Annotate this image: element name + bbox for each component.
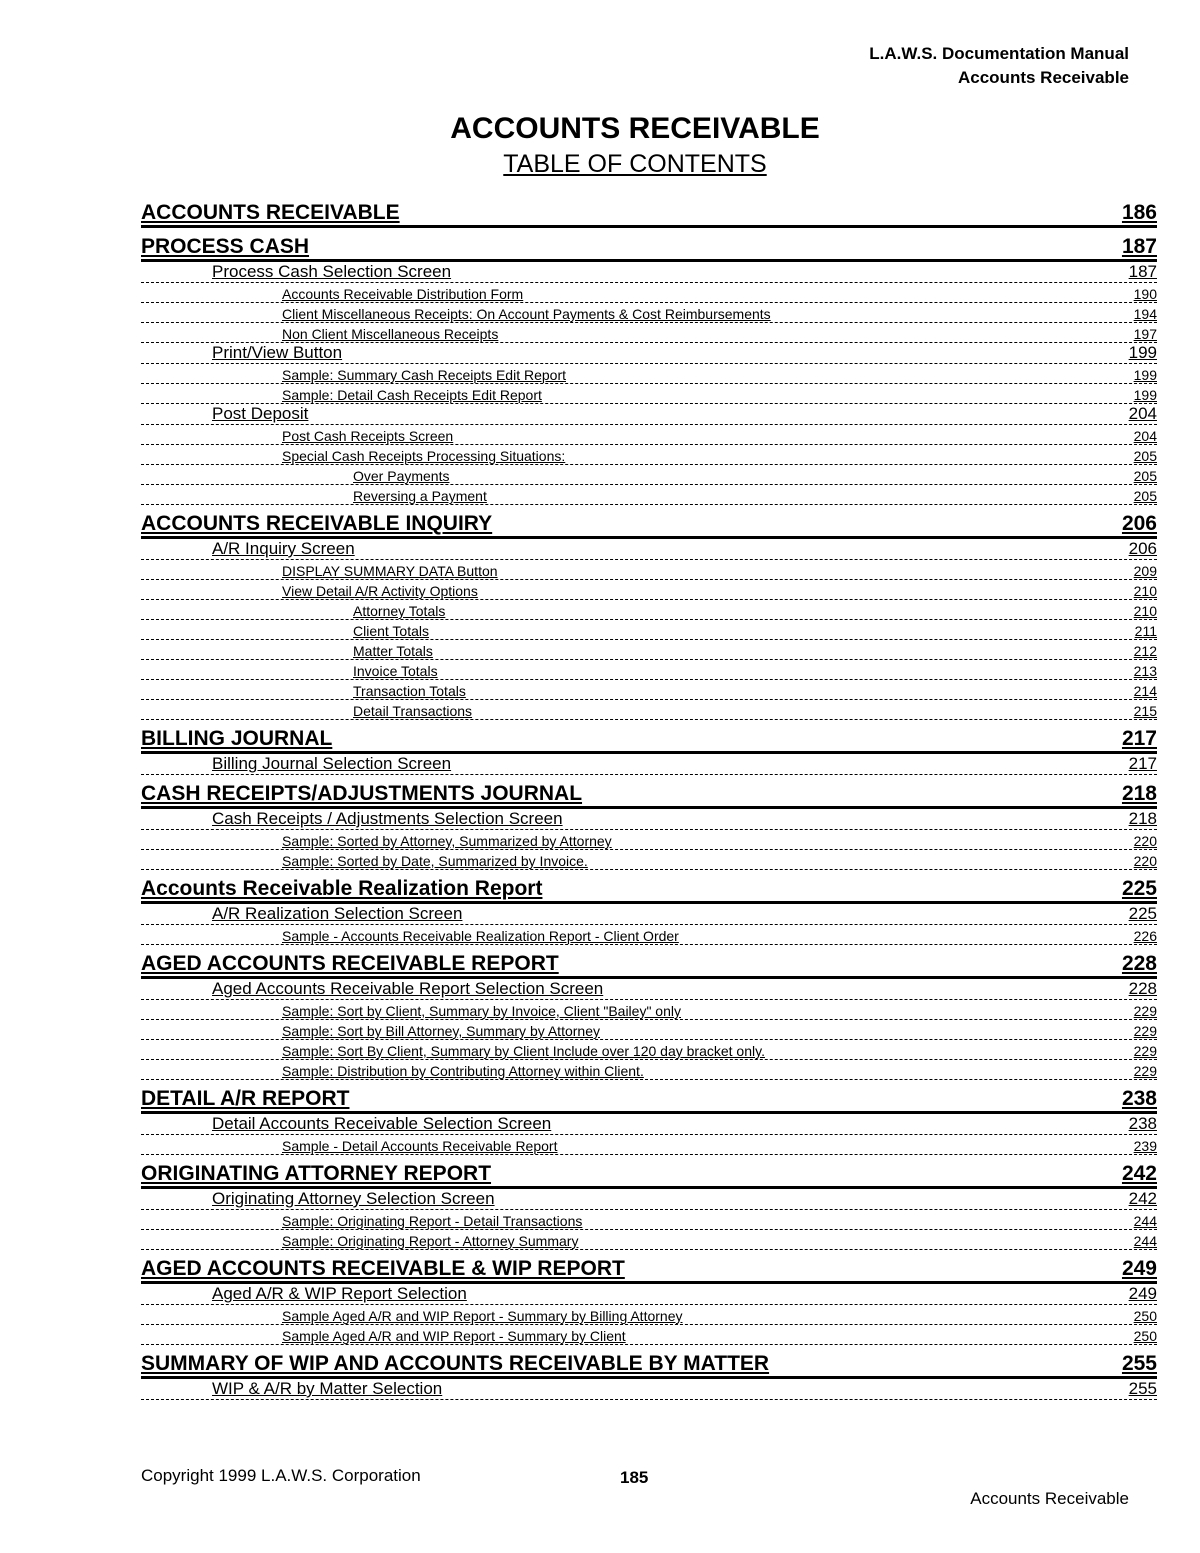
- toc-entry-title: Sample - Accounts Receivable Realization Report - Client Order: [282, 928, 679, 944]
- toc-entry-page: 249: [1121, 1257, 1157, 1280]
- toc-entry-page: 239: [1133, 1138, 1157, 1154]
- toc-entry-page: 187: [1121, 235, 1157, 258]
- toc-entry-title: Sample: Sort by Client, Summary by Invoice, Client "Bailey" only: [282, 1003, 681, 1019]
- toc-entry-title: Aged A/R & WIP Report Selection: [212, 1284, 467, 1303]
- toc-entry[interactable]: [141, 263, 1157, 283]
- toc-entry-title: Matter Totals: [353, 643, 433, 659]
- toc-entry-title: Special Cash Receipts Processing Situations:: [282, 448, 566, 464]
- toc-entry-page: 190: [1133, 286, 1157, 302]
- toc-entry[interactable]: [141, 661, 1157, 680]
- toc-entry[interactable]: [141, 621, 1157, 640]
- toc-entry-title: Cash Receipts / Adjustments Selection Screen: [212, 809, 563, 828]
- toc-entry-page: 255: [1128, 1379, 1157, 1398]
- toc-entry[interactable]: [141, 1211, 1157, 1230]
- toc-entry-page: 238: [1128, 1114, 1157, 1133]
- toc-entry-page: 244: [1133, 1233, 1157, 1249]
- toc-entry-title: Sample: Originating Report - Attorney Summary: [282, 1233, 579, 1249]
- toc-entry[interactable]: [141, 561, 1157, 580]
- toc-entry-page: 199: [1128, 343, 1157, 362]
- toc-entry-title: Post Cash Receipts Screen: [282, 428, 454, 444]
- header-section-title: Accounts Receivable: [957, 68, 1129, 87]
- toc-entry[interactable]: [141, 1115, 1157, 1135]
- toc-entry[interactable]: [141, 385, 1157, 404]
- toc-entry-title: A/R Inquiry Screen: [212, 539, 355, 558]
- toc-entry[interactable]: [141, 1306, 1157, 1325]
- toc-entry-page: 205: [1133, 448, 1157, 464]
- toc-entry-title: Accounts Receivable Realization Report: [141, 877, 543, 900]
- toc-entry-title: A/R Realization Selection Screen: [212, 904, 463, 923]
- toc-entry-page: 211: [1134, 623, 1157, 639]
- toc-entry[interactable]: [141, 324, 1157, 343]
- toc-entry-title: ACCOUNTS RECEIVABLE INQUIRY: [141, 512, 493, 535]
- footer-page-number: 185: [620, 1468, 649, 1487]
- toc-entry[interactable]: [141, 810, 1157, 830]
- toc-entry-page: 204: [1128, 404, 1157, 423]
- toc-entry[interactable]: [141, 1021, 1157, 1040]
- toc-entry[interactable]: [141, 405, 1157, 425]
- toc-entry[interactable]: [141, 926, 1157, 945]
- toc-entry[interactable]: [141, 540, 1157, 560]
- toc-entry-title: Sample: Summary Cash Receipts Edit Report: [282, 367, 566, 383]
- header-manual-title: L.A.W.S. Documentation Manual: [869, 44, 1129, 63]
- toc-entry-page: 250: [1133, 1308, 1157, 1324]
- toc-entry-page: 197: [1133, 326, 1157, 342]
- toc-entry-title: Sample Aged A/R and WIP Report - Summary by Billing Attorney: [282, 1308, 683, 1324]
- toc-entry-title: Sample: Sorted by Date, Summarized by Invoice.: [282, 853, 588, 869]
- toc-entry-title: DISPLAY SUMMARY DATA Button: [282, 563, 498, 579]
- toc-entry-page: 238: [1121, 1087, 1157, 1110]
- toc-entry[interactable]: [141, 701, 1157, 720]
- toc-entry-title: Reversing a Payment: [353, 488, 487, 504]
- toc-entry-title: Detail Transactions: [353, 703, 473, 719]
- toc-entry-title: Process Cash Selection Screen: [212, 262, 452, 281]
- toc-entry-title: Attorney Totals: [353, 603, 446, 619]
- toc-entry-title: Aged Accounts Receivable Report Selection Screen: [212, 979, 604, 998]
- toc-section-entry[interactable]: [141, 1087, 1157, 1114]
- toc-section-entry[interactable]: [141, 1352, 1157, 1379]
- toc-entry-title: Invoice Totals: [353, 663, 438, 679]
- toc-entry-page: 229: [1133, 1003, 1157, 1019]
- toc-entry[interactable]: [141, 426, 1157, 445]
- toc-entry-page: 228: [1121, 952, 1157, 975]
- toc-entry[interactable]: [141, 905, 1157, 925]
- toc-entry-title: Originating Attorney Selection Screen: [212, 1189, 495, 1208]
- toc-entry-title: Sample: Originating Report - Detail Transactions: [282, 1213, 583, 1229]
- toc-entry-title: Detail Accounts Receivable Selection Screen: [212, 1114, 552, 1133]
- toc-entry-title: Sample: Sort by Bill Attorney, Summary by Attorney: [282, 1023, 600, 1039]
- toc-entry[interactable]: [141, 980, 1157, 1000]
- toc-entry-title: Transaction Totals: [353, 683, 466, 699]
- toc-entry[interactable]: [141, 1190, 1157, 1210]
- toc-entry-page: 210: [1133, 603, 1157, 619]
- toc-entry-page: 225: [1121, 877, 1157, 900]
- toc-entry-title: Client Totals: [353, 623, 430, 639]
- toc-entry-page: 249: [1128, 1284, 1157, 1303]
- toc-entry-page: 220: [1133, 853, 1157, 869]
- toc-entry-title: SUMMARY OF WIP AND ACCOUNTS RECEIVABLE BY MATTER: [141, 1352, 770, 1375]
- toc-entry[interactable]: [141, 304, 1157, 323]
- toc-entry-page: 212: [1133, 643, 1157, 659]
- toc-entry-title: Post Deposit: [212, 404, 309, 423]
- toc-entry[interactable]: [141, 641, 1157, 660]
- toc-entry-page: 206: [1121, 512, 1157, 535]
- toc-entry-page: 213: [1133, 663, 1157, 679]
- toc-entry-title: Sample: Distribution by Contributing Attorney within Client.: [282, 1063, 644, 1079]
- toc-entry-page: 220: [1133, 833, 1157, 849]
- table-of-contents: [141, 194, 1157, 1400]
- toc-entry-page: 242: [1128, 1189, 1157, 1208]
- toc-entry-page: 218: [1128, 809, 1157, 828]
- toc-entry-page: 215: [1133, 703, 1157, 719]
- toc-entry-title: AGED ACCOUNTS RECEIVABLE REPORT: [141, 952, 559, 975]
- toc-entry[interactable]: [141, 851, 1157, 870]
- toc-section-entry[interactable]: [141, 1257, 1157, 1284]
- toc-entry-page: 204: [1133, 428, 1157, 444]
- toc-entry-page: 217: [1128, 754, 1157, 773]
- toc-entry[interactable]: [141, 365, 1157, 384]
- toc-entry[interactable]: [141, 284, 1157, 303]
- toc-entry-page: 255: [1121, 1352, 1157, 1375]
- toc-entry-page: 229: [1133, 1043, 1157, 1059]
- toc-entry[interactable]: [141, 466, 1157, 485]
- toc-entry-title: Print/View Button: [212, 343, 343, 362]
- toc-entry[interactable]: [141, 1380, 1157, 1400]
- toc-entry[interactable]: [141, 1001, 1157, 1020]
- page-subtitle: TABLE OF CONTENTS: [503, 150, 767, 178]
- toc-entry[interactable]: [141, 1326, 1157, 1345]
- toc-entry[interactable]: [141, 601, 1157, 620]
- toc-entry-title: BILLING JOURNAL: [141, 727, 333, 750]
- page-title: ACCOUNTS RECEIVABLE: [450, 112, 820, 145]
- toc-entry-page: 242: [1121, 1162, 1157, 1185]
- toc-entry-page: 186: [1121, 201, 1157, 224]
- toc-section-entry[interactable]: [141, 877, 1157, 904]
- toc-entry-page: 217: [1121, 727, 1157, 750]
- toc-entry[interactable]: [141, 1041, 1157, 1060]
- toc-entry-page: 228: [1128, 979, 1157, 998]
- toc-entry-title: Non Client Miscellaneous Receipts: [282, 326, 499, 342]
- toc-entry-page: 229: [1133, 1063, 1157, 1079]
- toc-entry-page: 225: [1128, 904, 1157, 923]
- toc-section-entry[interactable]: [141, 952, 1157, 979]
- toc-entry-page: 229: [1133, 1023, 1157, 1039]
- toc-entry[interactable]: [141, 1061, 1157, 1080]
- toc-entry-page: 199: [1133, 367, 1157, 383]
- toc-entry[interactable]: [141, 581, 1157, 600]
- toc-entry-title: Client Miscellaneous Receipts: On Account Payments & Cost Reimbursements: [282, 306, 771, 322]
- toc-entry-page: 199: [1133, 387, 1157, 403]
- toc-entry-page: 214: [1133, 683, 1157, 699]
- toc-entry[interactable]: [141, 681, 1157, 700]
- toc-section-entry[interactable]: [141, 782, 1157, 809]
- toc-entry-page: 218: [1121, 782, 1157, 805]
- toc-entry-title: PROCESS CASH: [141, 235, 310, 258]
- toc-entry-page: 194: [1133, 306, 1157, 322]
- toc-section-entry[interactable]: [141, 235, 1157, 262]
- toc-entry-title: ACCOUNTS RECEIVABLE: [141, 201, 400, 224]
- toc-entry[interactable]: [141, 486, 1157, 505]
- toc-entry-title: DETAIL A/R REPORT: [141, 1087, 350, 1110]
- toc-section-entry[interactable]: [141, 1162, 1157, 1189]
- toc-entry-title: Sample: Detail Cash Receipts Edit Report: [282, 387, 542, 403]
- toc-entry-title: View Detail A/R Activity Options: [282, 583, 478, 599]
- toc-entry-page: 205: [1133, 468, 1157, 484]
- toc-entry-page: 209: [1133, 563, 1157, 579]
- toc-entry-page: 250: [1133, 1328, 1157, 1344]
- toc-section-entry[interactable]: [141, 201, 1157, 228]
- toc-entry[interactable]: [141, 1285, 1157, 1305]
- toc-entry[interactable]: [141, 755, 1157, 775]
- toc-entry-page: 205: [1133, 488, 1157, 504]
- toc-entry-page: 187: [1128, 262, 1157, 281]
- toc-entry-title: Sample - Detail Accounts Receivable Report: [282, 1138, 558, 1154]
- toc-entry-title: Sample: Sort By Client, Summary by Client Include over 120 day bracket only.: [282, 1043, 765, 1059]
- toc-entry-title: Sample Aged A/R and WIP Report - Summary by Client: [282, 1328, 626, 1344]
- toc-entry-page: 244: [1133, 1213, 1157, 1229]
- footer-section: Accounts Receivable: [970, 1489, 1129, 1508]
- toc-entry-title: Billing Journal Selection Screen: [212, 754, 452, 773]
- toc-entry[interactable]: [141, 1136, 1157, 1155]
- toc-entry-title: Sample: Sorted by Attorney, Summarized by Attorney: [282, 833, 612, 849]
- toc-entry-title: Accounts Receivable Distribution Form: [282, 286, 524, 302]
- toc-entry-page: 206: [1128, 539, 1157, 558]
- toc-entry-title: AGED ACCOUNTS RECEIVABLE & WIP REPORT: [141, 1257, 625, 1280]
- toc-entry[interactable]: [141, 831, 1157, 850]
- toc-entry-page: 226: [1133, 928, 1157, 944]
- toc-entry-title: WIP & A/R by Matter Selection: [212, 1379, 443, 1398]
- toc-entry-title: Over Payments: [353, 468, 450, 484]
- toc-entry[interactable]: [141, 344, 1157, 364]
- toc-entry[interactable]: [141, 446, 1157, 465]
- footer-copyright: Copyright 1999 L.A.W.S. Corporation: [141, 1466, 421, 1485]
- toc-entry-title: ORIGINATING ATTORNEY REPORT: [141, 1162, 492, 1185]
- toc-entry[interactable]: [141, 1231, 1157, 1250]
- toc-section-entry[interactable]: [141, 512, 1157, 539]
- toc-entry-title: CASH RECEIPTS/ADJUSTMENTS JOURNAL: [141, 782, 583, 805]
- toc-entry-page: 210: [1133, 583, 1157, 599]
- toc-section-entry[interactable]: [141, 727, 1157, 754]
